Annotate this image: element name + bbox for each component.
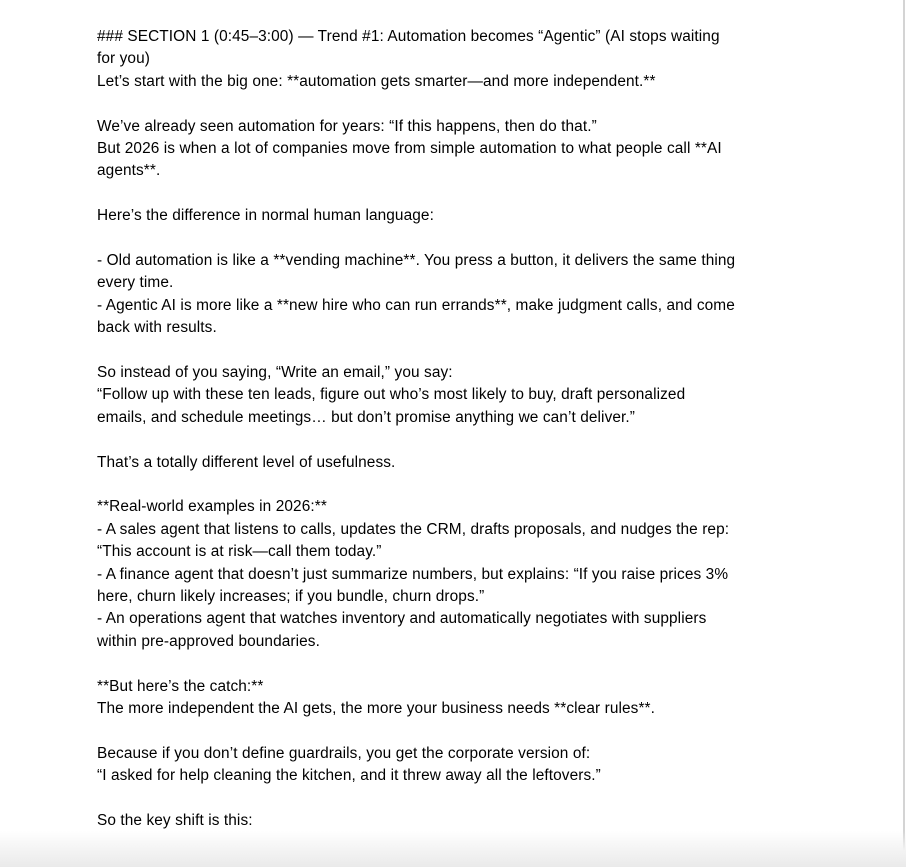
text-line: every time.	[97, 274, 174, 292]
text-line: for you)	[97, 50, 150, 68]
text-line: “I asked for help cleaning the kitchen, and it threw away all the leftovers.”	[97, 767, 601, 785]
text-line: back with results.	[97, 319, 217, 337]
text-line: agents**.	[97, 162, 161, 180]
text-line: Let’s start with the big one: **automation gets smarter—and more independent.**	[97, 72, 656, 90]
text-line: - An operations agent that watches inventory and automatically negotiates with suppliers	[97, 610, 707, 628]
paragraph	[97, 26, 857, 93]
paragraph	[97, 676, 857, 721]
text-line: “This account is at risk—call them today.”	[97, 543, 382, 561]
text-line: ### SECTION 1 (0:45–3:00) — Trend #1: Automation becomes “Agentic” (AI stops waiting	[97, 28, 720, 45]
text-line: - A sales agent that listens to calls, updates the CRM, drafts proposals, and nudges the rep:	[97, 520, 730, 538]
text-line: - A finance agent that doesn’t just summarize numbers, but explains: “If you raise prices 3%	[97, 565, 729, 583]
text-line: “Follow up with these ten leads, figure out who’s most likely to buy, draft personalized	[97, 386, 686, 404]
paragraph	[97, 452, 857, 474]
page-right-edge-border	[903, 0, 905, 867]
text-line: **Real-world examples in 2026:**	[97, 498, 327, 516]
text-line: - Old automation is like a **vending machine**. You press a button, it delivers the same thing	[97, 252, 736, 270]
paragraph	[97, 250, 857, 340]
text-line: **But here’s the catch:**	[97, 677, 264, 695]
paragraph	[97, 205, 857, 227]
paragraph	[97, 496, 857, 653]
text-line: So instead of you saying, “Write an email,” you say:	[97, 364, 453, 382]
text-line: here, churn likely increases; if you bundle, churn drops.”	[97, 588, 485, 606]
text-line: within pre-approved boundaries.	[97, 632, 320, 650]
text-line: The more independent the AI gets, the more your business needs **clear rules**.	[97, 700, 656, 718]
paragraph	[97, 743, 857, 788]
text-line: That’s a totally different level of usefulness.	[97, 453, 396, 471]
text-line: But 2026 is when a lot of companies move from simple automation to what people call **AI	[97, 140, 722, 158]
document-text	[97, 26, 857, 832]
text-line: emails, and schedule meetings… but don’t promise anything we can’t deliver.”	[97, 408, 636, 426]
text-line: Because if you don’t define guardrails, you get the corporate version of:	[97, 744, 591, 762]
text-line: So the key shift is this:	[97, 812, 253, 830]
paragraph	[97, 810, 857, 832]
text-line: We’ve already seen automation for years: “If this happens, then do that.”	[97, 117, 597, 135]
text-line: Here’s the difference in normal human language:	[97, 207, 434, 225]
paragraph	[97, 362, 857, 429]
page-bottom-edge	[0, 831, 906, 867]
paragraph	[97, 116, 857, 183]
text-line: - Agentic AI is more like a **new hire who can run errands**, make judgment calls, and come	[97, 296, 735, 314]
